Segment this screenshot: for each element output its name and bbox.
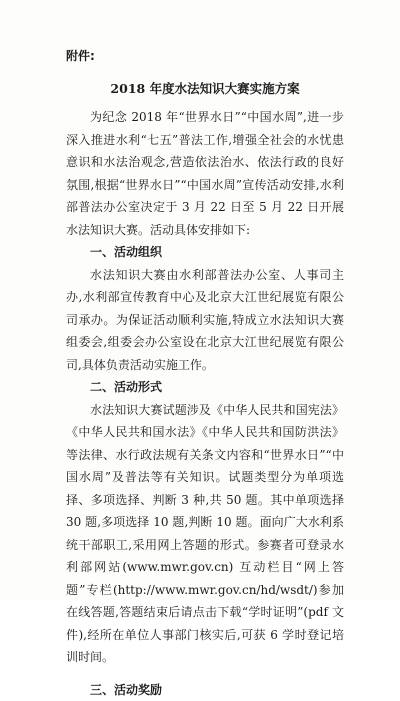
section-body-organization: 水法知识大赛由水利部普法办公室、人事司主办,水利部宣传教育中心及北京大江世纪展览有限公司承办。为保证活动顺利实施,特成立水法知识大赛组委会,组委会办公室设在北京大江世纪展览有限公司,具体负责活动实施工作。 <box>66 264 344 377</box>
section-heading-organization: 一、活动组织 <box>66 241 344 264</box>
document-title: 2018 年度水法知识大赛实施方案 <box>66 80 344 98</box>
intro-paragraph: 为纪念 2018 年“世界水日”“中国水周”,进一步深入推进水利“七五”普法工作,增强全社会的水忧患意识和水法治观念,营造依法治水、依法行政的良好氛围,根据“世界水日”“中国水周”宣传活动安排,水利部普法办公室决定于 3 月 22 日至 5 月 22 日开展水法知识大赛。活动具体安排如下: <box>66 106 344 241</box>
section-body-format: 水法知识大赛试题涉及《中华人民共和国宪法》《中华人民共和国水法》《中华人民共和国防洪法》等法律、水行政法规有关条文内容和“世界水日”“中国水周”及普法等有关知识。试题类型分为单项选择、多项选择、判断 3 种,共 50 题。其中单项选择 30 题,多项选择 10 题,判断 10 题。面向广大水利系统干部职工,采用网上答题的形式。参赛者可登录水利部网站(www.mwr.gov.cn) 互动栏目“网上答题”专栏(http://www.mwr.gov.cn/hd/wsdt/)参加在线答题,答题结束后请点击下载“学时证明”(pdf 文件),经所在单位人事部门核实后,可获 6 学时登记培训时间。 <box>66 399 344 669</box>
section-heading-format: 二、活动形式 <box>66 376 344 399</box>
attachment-label: 附件: <box>66 48 344 64</box>
section-heading-rewards: 三、活动奖励 <box>66 679 344 701</box>
